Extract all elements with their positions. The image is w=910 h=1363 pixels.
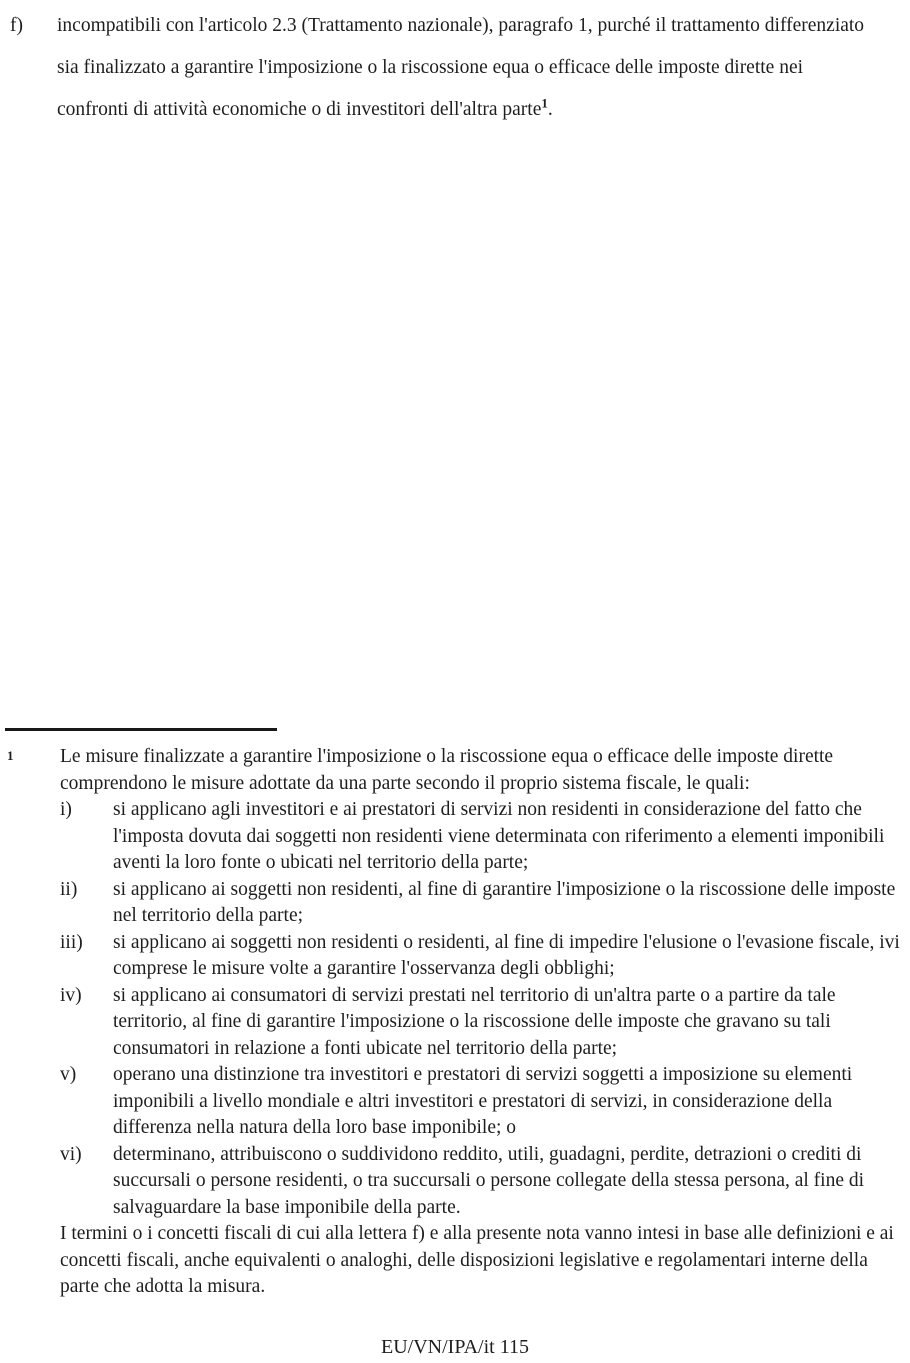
footnote-item-v-text: operano una distinzione tra investitori e prestatori di servizi soggetti a imposizione su elementi imponibili a livello mondiale e altri investitori e prestatori di servizi, in considerazione della differenza nella natura della loro base imponibile; o [113,1064,853,1138]
footnote-item-iv-text: si applicano ai consumatori di servizi prestati nel territorio di un'altra parte o a partire da tale territorio, al fine di garantire l'imposizione o la riscossione delle imposte che gravano su tali consumatori in relazione a fonti ubicate nel territorio della parte; [113,984,836,1059]
footnote-reference: 1 [541,95,548,111]
paragraph-f-text [57,5,875,131]
footnote-item-vi-label: vi) [60,1143,82,1165]
footnote-item-v-label: v) [60,1064,77,1085]
footnote-item-i [60,797,905,877]
footnote-item-v [60,1062,905,1142]
footnote-item-ii-label: ii) [60,878,78,900]
footnote-item-iv [60,983,905,1063]
footnote-content [60,744,905,1301]
page-footer: EU/VN/IPA/it 115 [381,1336,529,1358]
footnote-row [7,744,905,1301]
footnote-item-vi [60,1142,905,1222]
footnote-item-ii [60,877,905,930]
footnote-closing: I termini o i concetti fiscali di cui alla lettera f) e alla presente nota vanno intesi in base alle definizioni e ai concetti fiscali, anche equivalenti o analoghi, delle disposizioni legislative e regolamentari interne della parte che adotta la misura. [60,1223,894,1297]
footnote-item-vi-text: determinano, attribuiscono o suddividono reddito, utili, guadagni, perdite, detrazioni o crediti di succursali o persone residenti, o tra succursali o persone collegate della stessa persona, al fine di salvaguardare la base imponibile della parte. [113,1143,865,1218]
footnote-item-iii-label: iii) [60,931,83,953]
paragraph-f-label: f) [10,15,23,36]
footnote-separator-rule [5,728,277,731]
footnote-marker: 1 [7,748,14,763]
paragraph-f-period: . [547,99,553,120]
footnote-item-i-text: si applicano agli investitori e ai prestatori di servizi non residenti in considerazione del fatto che l'imposta dovuta dai soggetti non residenti viene determinata con riferimento a elementi imponibili aventi la loro fonte o ubicati nel territorio della parte; [113,799,885,873]
footnote-item-iii [60,930,905,983]
footnote-item-iv-label: iv) [60,984,82,1006]
footnote-item-i-label: i) [60,799,72,820]
paragraph-f-body: incompatibili con l'articolo 2.3 (Trattamento nazionale), paragrafo 1, purché il trattamento differenziato sia finalizzato a garantire l'imposizione o la riscossione equa o efficace delle imposte dirette nei confronti di attività economiche o di investitori dell'altra parte [57,15,865,120]
footnote-intro: Le misure finalizzate a garantire l'imposizione o la riscossione equa o efficace delle imposte dirette comprendono le misure adottate da una parte secondo il proprio sistema fiscale, le quali: [60,746,834,794]
footnote-item-iii-text: si applicano ai soggetti non residenti o residenti, al fine di impedire l'elusione o l'evasione fiscale, ivi comprese le misure volte a garantire l'osservanza degli obblighi; [113,931,900,979]
paragraph-f [10,5,875,131]
footnote-1 [7,744,905,1301]
footnote-item-ii-text: si applicano ai soggetti non residenti, al fine di garantire l'imposizione o la riscossione delle imposte nel territorio della parte; [113,878,896,926]
